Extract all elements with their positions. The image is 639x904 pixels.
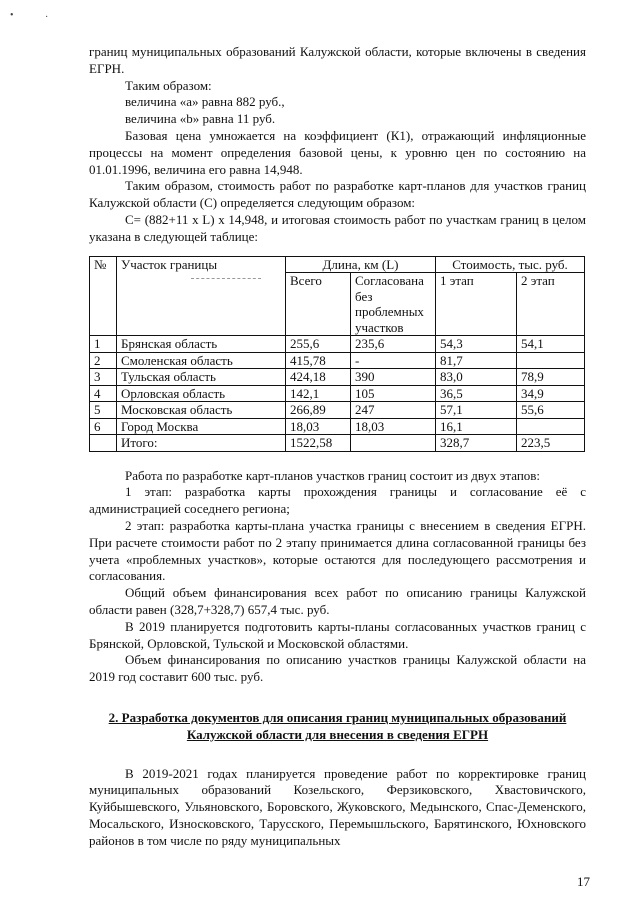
paragraph: Работа по разработке карт-планов участков границ состоит из двух этапов: (125, 467, 541, 483)
row-number: 3 (90, 369, 117, 386)
row-agreed-length: 390 (351, 369, 436, 386)
row-section: Город Москва (117, 418, 286, 435)
header-total-length: Всего (286, 273, 351, 336)
row-stage-1: 81,7 (436, 352, 517, 369)
header-length: Длина, км (L) (286, 256, 436, 273)
row-stage-1: 54,3 (436, 336, 517, 353)
paragraph: Таким образом: (125, 77, 212, 93)
row-agreed-length: 105 (351, 385, 436, 402)
total-row-section: Итого: (117, 435, 286, 452)
document-page (89, 44, 586, 850)
paragraph: величина «b» равна 11 руб. (125, 111, 276, 127)
table-row (90, 402, 585, 419)
dashed-line (191, 278, 261, 279)
total-row-agreed-length (351, 435, 436, 452)
intro-text (89, 44, 586, 246)
header-section: Участок границы (117, 256, 286, 336)
header-stage-1: 1 этап (436, 273, 517, 336)
row-number: 4 (90, 385, 117, 402)
row-stage-1: 83,0 (436, 369, 517, 386)
row-total-length: 266,89 (286, 402, 351, 419)
row-section: Смоленская область (117, 352, 286, 369)
table-row (90, 369, 585, 386)
paragraph: С= (882+11 х L) х 14,948, и итоговая стоимость работ по участкам границ в целом указана в следующей таблице: (89, 211, 586, 244)
row-section: Брянская область (117, 336, 286, 353)
scan-speck: • (10, 10, 14, 21)
paragraph: величина «а» равна 882 руб., (125, 94, 285, 110)
header-stage-2: 2 этап (517, 273, 585, 336)
row-stage-2 (517, 418, 585, 435)
table-row (90, 418, 585, 435)
paragraph: Таким образом, стоимость работ по разработке карт-планов для участков границ Калужской области (С) определяется следующим образом: (89, 178, 586, 211)
section-title-line-2: Калужской области для внесения в сведения ЕГРН (186, 726, 489, 742)
row-stage-2: 78,9 (517, 369, 585, 386)
work-stages-text (89, 468, 586, 686)
row-total-length: 255,6 (286, 336, 351, 353)
row-total-length: 424,18 (286, 369, 351, 386)
table-total-row (90, 435, 585, 452)
row-section: Московская область (117, 402, 286, 419)
section-heading (89, 710, 586, 744)
paragraph: Базовая цена умножается на коэффициент (К1), отражающий инфляционные процессы на момент определения базовой цены, к уровню цен по состоянию на 01.01.1996, величина его равна 14,948. (89, 127, 586, 177)
row-agreed-length: 18,03 (351, 418, 436, 435)
row-stage-2 (517, 352, 585, 369)
row-total-length: 142,1 (286, 385, 351, 402)
total-row-stage-1: 328,7 (436, 435, 517, 452)
header-number: № (90, 256, 117, 336)
total-row-stage-2: 223,5 (517, 435, 585, 452)
row-section: Тульская область (117, 369, 286, 386)
scan-speck: · (45, 12, 49, 23)
row-number: 5 (90, 402, 117, 419)
total-row-total-length: 1522,58 (286, 435, 351, 452)
header-agreed-length: Согласована без проблемных участков (351, 273, 436, 336)
row-total-length: 18,03 (286, 418, 351, 435)
cost-table (89, 256, 585, 452)
row-stage-1: 36,5 (436, 385, 517, 402)
table-row (90, 336, 585, 353)
paragraph: 2 этап: разработка карты-плана участка границы с внесением в сведения ЕГРН. При расчете стоимости работ по 2 этапу принимается длина согласованной границы без учета «проблемных участков», которые остаются для последующего рассмотрения и согласования. (89, 517, 586, 584)
row-number: 2 (90, 352, 117, 369)
paragraph: Объем финансирования по описанию участков границы Калужской области на 2019 год составит 600 тыс. руб. (89, 652, 586, 685)
header-cost: Стоимость, тыс. руб. (436, 256, 585, 273)
total-row-number (90, 435, 117, 452)
page-number: 17 (577, 874, 590, 889)
section-title-line-1: 2. Разработка документов для описания границ муниципальных образований (108, 709, 567, 725)
table-row (90, 352, 585, 369)
paragraph: Общий объем финансирования всех работ по описанию границы Калужской области равен (328,7+328,7) 657,4 тыс. руб. (89, 585, 586, 617)
row-stage-1: 16,1 (436, 418, 517, 435)
row-agreed-length: 247 (351, 402, 436, 419)
table-row (90, 385, 585, 402)
paragraph: В 2019-2021 годах планируется проведение работ по корректировке границ муниципальных образований Козельского, Ферзиковского, Хвастовичского, Куйбышевского, Ульяновского, Боровского, Жуковского, Медынского, Спас-Деменского, Мосальского, Износковского, Тарусского, Перемышльского, Барятинского, Юхновского районов в том числе по ряду муниципальных (89, 765, 586, 848)
row-number: 1 (90, 336, 117, 353)
row-stage-2: 34,9 (517, 385, 585, 402)
row-number: 6 (90, 418, 117, 435)
paragraph: В 2019 планируется подготовить карты-планы согласованных участков границ с Брянской, Орловской, Тульской и Московской областями. (89, 618, 586, 651)
row-stage-1: 57,1 (436, 402, 517, 419)
table-body (90, 336, 585, 452)
table-header-row (90, 256, 585, 273)
row-total-length: 415,78 (286, 352, 351, 369)
row-agreed-length: - (351, 352, 436, 369)
paragraph: 1 этап: разработка карты прохождения границы и согласование её с администрацией соседнего региона; (89, 484, 586, 517)
row-stage-2: 54,1 (517, 336, 585, 353)
row-agreed-length: 235,6 (351, 336, 436, 353)
row-stage-2: 55,6 (517, 402, 585, 419)
paragraph: границ муниципальных образований Калужской области, которые включены в сведения ЕГРН. (89, 44, 586, 76)
row-section: Орловская область (117, 385, 286, 402)
